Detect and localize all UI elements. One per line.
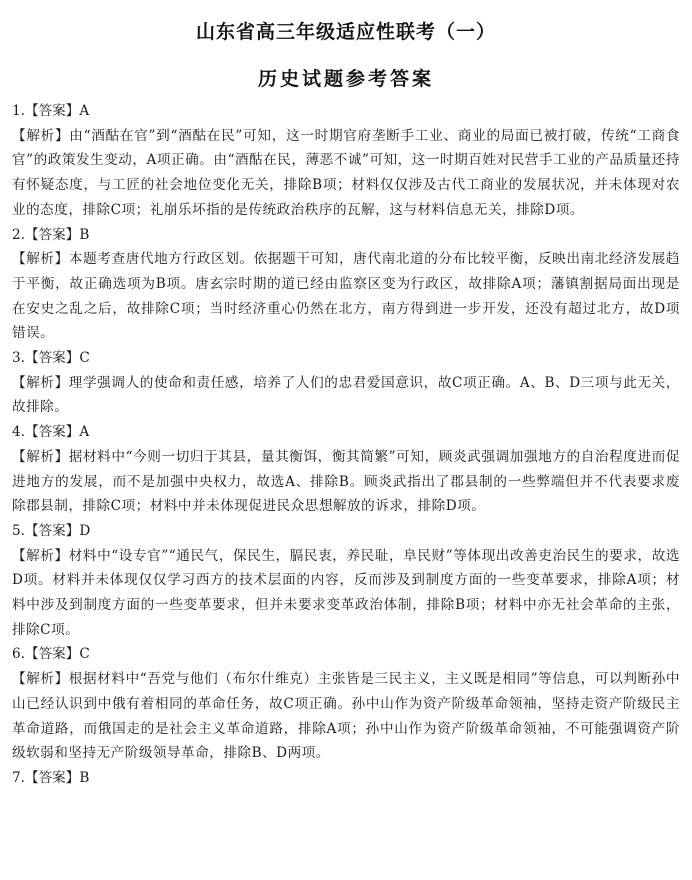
answer-line: 2.【答案】B — [12, 226, 90, 243]
document-subtitle: 历史试题参考答案 — [257, 68, 434, 90]
analysis-text: 【解析】本题考查唐代地方行政区划。依据题干可知，唐代南北道的分布比较平衡，反映出南北经济发展趋于平衡，故正确选项为B项。唐玄宗时期的道已经由监察区变为行政区，故排除A项；藩镇割据局面出现是在安史之乱之后，故排除C项；当时经济重心仍然在北方，南方得到进一步开发，还没有超过北方，故D项错误。 — [12, 251, 680, 342]
question-item-1 — [12, 99, 680, 223]
question-item-7 — [12, 766, 680, 791]
analysis-text: 【解析】据材料中“今则一切归于其县，量其衡饵，衡其简繁”可知，顾炎武强调加强地方的自治程度进而促进地方的发展，而不是加强中央权力，故选A、排除B。顾炎武指出了郡县制的一些弊端但并不代表要求废除郡县制，排除C项；材料中并未体现促进民众思想解放的诉求，排除D项。 — [12, 448, 680, 515]
answer-line: 3.【答案】C — [12, 350, 90, 367]
answer-line: 6.【答案】C — [12, 646, 90, 663]
question-item-2 — [12, 223, 680, 347]
question-item-4 — [12, 420, 680, 519]
question-item-6 — [12, 642, 680, 766]
answer-list — [12, 99, 680, 791]
answer-line: 4.【答案】A — [12, 424, 90, 441]
analysis-text: 【解析】根据材料中“吾党与他们（布尔什维克）主张皆是三民主义，主义既是相同”等信息，可以判断孙中山已经认识到中俄有着相同的革命任务，故C项正确。孙中山作为资产阶级革命领袖，坚持走资产阶级民主革命道路，而俄国走的是社会主义革命道路，排除A项；孙中山作为资产阶级革命领袖，不可能强调资产阶级软弱和坚持无产阶级领导革命，排除B、D两项。 — [12, 671, 680, 762]
answer-line: 1.【答案】A — [12, 103, 90, 119]
analysis-text: 【解析】材料中“设专官”“通民气，保民生，膈民衷，养民耻，阜民财”等体现出改善吏治民生的要求，故选D项。材料并未体现仅仅学习西方的技术层面的内容，反而涉及到制度方面的一些变革要求，排除A项；材料中涉及到制度方面的一些变革要求，但并未要求变革政治体制，排除B项；材料中亦无社会革命的主张，排除C项。 — [12, 547, 680, 638]
answer-line: 7.【答案】B — [12, 769, 90, 786]
analysis-text: 【解析】理学强调人的使命和责任感，培养了人们的忠君爱国意识，故C项正确。A、B、D三项与此无关，故排除。 — [12, 374, 680, 416]
analysis-text: 【解析】由“酒酤在官”到“酒酤在民”可知，这一时期官府垄断手工业、商业的局面已被打破，传统“工商食官”的政策发生变动，A项正确。由“酒酤在民，薄恶不诚”可知，这一时期百姓对民营手工业的产品质量还持有怀疑态度，与工匠的社会地位变化无关，排除B项；材料仅仅涉及古代工商业的发展状况，并未体现对农业的态度，排除C项；礼崩乐坏指的是传统政治秩序的瓦解，这与材料信息无关，排除D项。 — [12, 127, 680, 218]
document-title: 山东省高三年级适应性联考（一） — [195, 21, 496, 43]
question-item-5 — [12, 519, 680, 643]
question-item-3 — [12, 346, 680, 420]
answer-line: 5.【答案】D — [12, 522, 91, 539]
